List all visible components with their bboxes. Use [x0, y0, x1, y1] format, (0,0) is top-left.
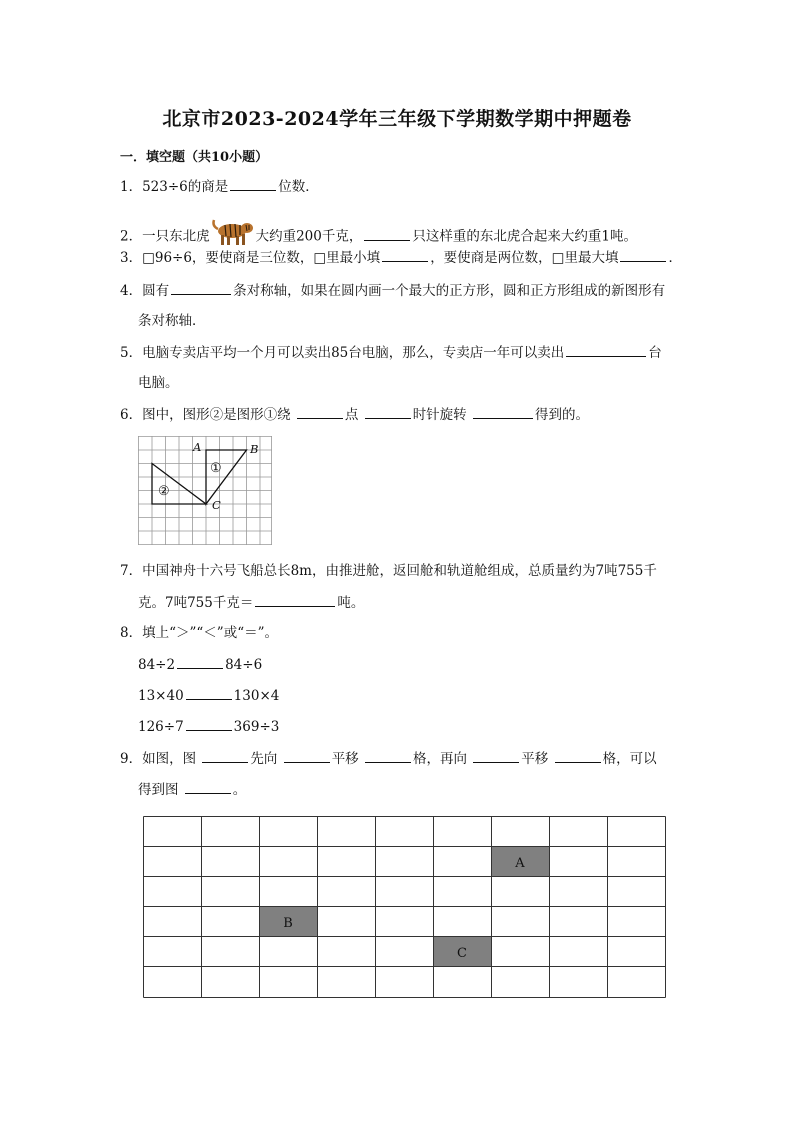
answer-blank[interactable] — [365, 749, 411, 763]
question-text: 格，可以 — [602, 751, 657, 767]
translation-figure — [143, 816, 667, 999]
compare-right: 130×4 — [233, 688, 280, 704]
question-text: 平移 — [521, 751, 549, 767]
question-number: 3． — [120, 250, 143, 266]
question-text: 523÷6的商是 — [142, 179, 229, 195]
compare-item — [138, 686, 279, 705]
answer-blank[interactable] — [365, 405, 411, 419]
question-text: 点 — [344, 407, 359, 423]
question-3 — [120, 248, 682, 267]
answer-blank[interactable] — [255, 593, 335, 607]
tiger-image — [210, 216, 256, 246]
question-text: 平移 — [331, 751, 359, 767]
question-text: 中国神舟十六号飞船总长8m，由推进舱，返回舱和轨道舱组成，总质量约为7吨755千 — [142, 563, 657, 579]
section-heading: 一．填空题（共10小题） — [120, 150, 269, 165]
question-text: ，要使商是两位数，□里最大填 — [430, 250, 619, 266]
answer-blank[interactable] — [171, 281, 231, 295]
label-a: A — [515, 856, 525, 871]
question-text: 台 — [648, 345, 662, 361]
question-8 — [120, 624, 278, 642]
question-number: 9． — [120, 751, 143, 767]
label-shape-1: ① — [210, 461, 222, 476]
question-text: 。 — [232, 782, 247, 798]
answer-blank[interactable] — [364, 227, 410, 241]
answer-blank[interactable] — [185, 780, 231, 794]
answer-blank[interactable] — [230, 177, 276, 191]
question-5 — [120, 343, 662, 362]
question-number: 7． — [120, 563, 143, 579]
question-text: 只这样重的东北虎合起来大约重1吨。 — [412, 228, 637, 245]
question-5-cont — [138, 374, 179, 392]
question-9-cont — [138, 780, 246, 799]
question-text: 如图，图 — [142, 751, 197, 767]
question-number: 5． — [120, 345, 143, 361]
question-4-cont — [138, 312, 206, 330]
answer-blank[interactable] — [473, 749, 519, 763]
compare-right: 84÷6 — [225, 657, 263, 673]
label-b: B — [250, 442, 259, 456]
page-title: 北京市2023-2024学年三年级下学期数学期中押题卷 — [162, 108, 632, 130]
compare-left: 84÷2 — [138, 657, 176, 673]
answer-blank[interactable] — [297, 405, 343, 419]
question-text: 圆有 — [142, 283, 170, 299]
question-text: 时针旋转 — [412, 407, 467, 423]
answer-blank[interactable] — [177, 655, 223, 669]
question-text: 位数． — [278, 179, 319, 195]
rotation-figure — [138, 436, 272, 546]
question-text: □96÷6，要使商是三位数，□里最小填 — [142, 250, 381, 266]
question-6 — [120, 405, 589, 424]
question-text: 格，再向 — [412, 751, 467, 767]
question-text: 一只东北虎 — [142, 228, 210, 245]
compare-item — [138, 717, 279, 736]
question-number: 4． — [120, 283, 143, 299]
label-c: C — [457, 946, 467, 961]
answer-blank[interactable] — [566, 343, 646, 357]
answer-blank[interactable] — [620, 248, 666, 262]
label-c: C — [212, 498, 221, 512]
compare-left: 126÷7 — [138, 719, 184, 735]
answer-blank[interactable] — [186, 686, 232, 700]
answer-blank[interactable] — [202, 749, 248, 763]
answer-blank[interactable] — [186, 717, 232, 731]
answer-blank[interactable] — [382, 248, 428, 262]
label-b: B — [283, 916, 293, 931]
answer-blank[interactable] — [555, 749, 601, 763]
question-text: 电脑专卖店平均一个月可以卖出85台电脑，那么，专卖店一年可以卖出 — [142, 345, 565, 361]
question-text: 先向 — [250, 751, 278, 767]
question-number: 6． — [120, 407, 143, 423]
question-7-cont — [138, 593, 364, 612]
answer-blank[interactable] — [284, 749, 330, 763]
question-9 — [120, 749, 657, 768]
question-7 — [120, 562, 657, 580]
question-text: 填上“＞”“＜”或“＝”。 — [142, 625, 279, 641]
question-4 — [120, 281, 665, 300]
question-text: 条对称轴，如果在圆内画一个最大的正方形，圆和正方形组成的新图形有 — [233, 283, 666, 299]
question-number: 8． — [120, 625, 143, 641]
question-text: 得到图 — [138, 782, 179, 798]
question-text: 得到的。 — [534, 407, 589, 423]
compare-right: 369÷3 — [233, 719, 280, 735]
question-text: 吨。 — [337, 595, 365, 611]
question-text: ． — [668, 250, 682, 266]
answer-blank[interactable] — [473, 405, 533, 419]
question-1 — [120, 177, 319, 196]
figure-grid — [144, 817, 666, 998]
question-text: 克。7吨755千克＝ — [138, 595, 254, 611]
label-a: A — [193, 440, 202, 454]
compare-left: 13×40 — [138, 688, 184, 704]
question-number: 1． — [120, 179, 143, 195]
question-text: 图中，图形②是图形①绕 — [142, 407, 291, 423]
compare-item — [138, 655, 262, 674]
question-number: 2． — [120, 228, 143, 245]
question-text: 电脑。 — [138, 375, 179, 391]
question-text: 条对称轴． — [138, 313, 206, 329]
question-text: 大约重200千克， — [255, 228, 363, 245]
label-shape-2: ② — [158, 484, 170, 499]
